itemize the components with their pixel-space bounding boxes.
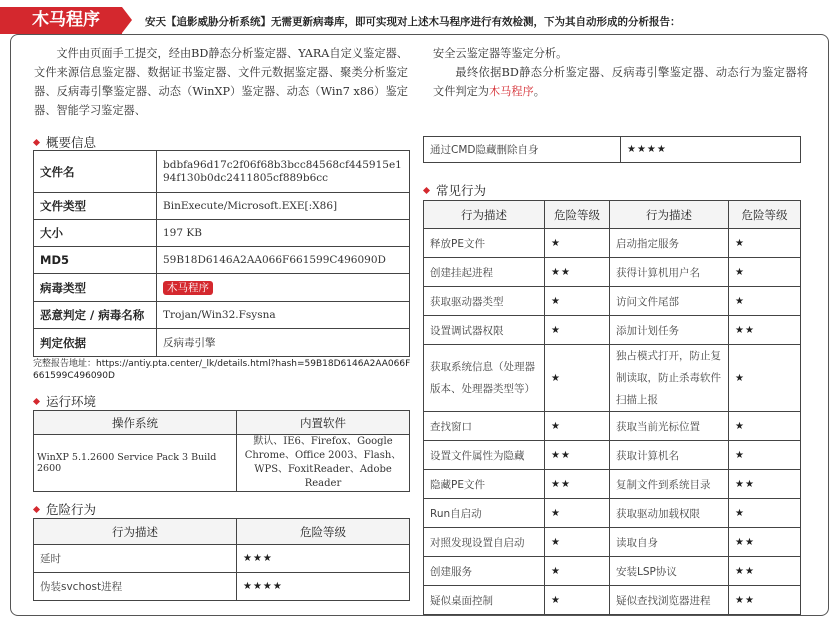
common-desc: 启动指定服务 — [610, 229, 729, 258]
value-size: 197 KB — [157, 220, 410, 247]
value-md5: 59B18D6146A2AA066F661599C496090D — [157, 247, 410, 274]
runtime-table — [33, 410, 410, 492]
label-virus-type: 病毒类型 — [34, 274, 157, 302]
label-verdict: 恶意判定 / 病毒名称 — [34, 302, 157, 329]
table-row — [424, 470, 801, 499]
common-desc: 隐藏PE文件 — [424, 470, 545, 499]
danger-desc: 通过CMD隐藏删除自身 — [424, 137, 621, 163]
common-stars: ★ — [545, 557, 610, 586]
table-row — [34, 519, 410, 545]
common-stars: ★ — [545, 586, 610, 615]
table-row — [424, 229, 801, 258]
table-row — [34, 274, 410, 302]
verdict-text: 木马程序 — [488, 85, 534, 98]
common-desc: 获取驱动器类型 — [424, 287, 545, 316]
danger-stars: ★★★★ — [621, 137, 801, 163]
danger-desc: 延时 — [34, 545, 237, 573]
common-desc: 创建服务 — [424, 557, 545, 586]
common-stars: ★ — [545, 528, 610, 557]
virus-type-badge: 木马程序 — [163, 281, 213, 295]
label-basis: 判定依据 — [34, 329, 157, 357]
label-size: 大小 — [34, 220, 157, 247]
value-software: 默认、IE6、Firefox、Google Chrome、Office 2003、Flash、WPS、FoxitReader、Adobe Reader — [237, 435, 410, 492]
table-row — [424, 441, 801, 470]
header-level-1: 危险等级 — [545, 201, 610, 229]
header-level: 危险等级 — [237, 519, 410, 545]
table-row — [34, 573, 410, 601]
table-row — [34, 411, 410, 435]
common-stars: ★★ — [545, 258, 610, 287]
common-desc: 获取驱动加载权限 — [610, 499, 729, 528]
table-row — [34, 329, 410, 357]
intro-left-paragraph: 文件由页面手工提交，经由BD静态分析鉴定器、YARA自定义鉴定器、文件来源信息鉴定器、数据证书鉴定器、文件元数据鉴定器、聚类分析鉴定器、反病毒引擎鉴定器、动态（WinXP）鉴定器、动态（Win7 x86）鉴定器、智能学习鉴定器、 — [34, 47, 408, 117]
common-desc: 设置调试器权限 — [424, 316, 545, 345]
table-row — [424, 201, 801, 229]
header-description: 安天【追影威胁分析系统】无需更新病毒库，即可实现对上述木马程序进行有效检测，下为其自动形成的分析报告： — [145, 16, 681, 28]
diamond-bullet-icon — [33, 398, 40, 405]
common-desc: 设置文件属性为隐藏 — [424, 441, 545, 470]
common-desc: 对照发现设置自启动 — [424, 528, 545, 557]
danger-stars: ★★★ — [237, 545, 410, 573]
common-section-title: 常见行为 — [422, 181, 486, 199]
header-software: 内置软件 — [237, 411, 410, 435]
table-row — [424, 499, 801, 528]
common-desc: 读取自身 — [610, 528, 729, 557]
common-stars: ★ — [729, 499, 801, 528]
table-row — [34, 151, 410, 193]
common-desc: 获取计算机名 — [610, 441, 729, 470]
common-stars: ★★ — [729, 586, 801, 615]
common-stars: ★ — [545, 412, 610, 441]
table-row — [424, 316, 801, 345]
danger-table-continued — [423, 136, 801, 163]
common-stars: ★★ — [545, 470, 610, 499]
common-desc: 独占模式打开，防止复制读取，防止杀毒软件扫描上报 — [610, 345, 729, 412]
common-stars: ★ — [729, 229, 801, 258]
value-virus-type-cell — [157, 274, 410, 302]
common-stars: ★★ — [729, 316, 801, 345]
common-desc: 疑似查找浏览器进程 — [610, 586, 729, 615]
table-row — [34, 247, 410, 274]
value-verdict: Trojan/Win32.Fsysna — [157, 302, 410, 329]
common-desc: 安装LSP协议 — [610, 557, 729, 586]
value-filetype: BinExecute/Microsoft.EXE[:X86] — [157, 193, 410, 220]
value-basis: 反病毒引擎 — [157, 329, 410, 357]
common-stars: ★★ — [545, 441, 610, 470]
table-row — [34, 545, 410, 573]
value-os: WinXP 5.1.2600 Service Pack 3 Build 2600 — [34, 435, 237, 492]
table-row — [424, 557, 801, 586]
table-row — [34, 220, 410, 247]
common-stars: ★ — [729, 287, 801, 316]
common-stars: ★ — [545, 499, 610, 528]
table-row — [424, 287, 801, 316]
common-stars: ★★ — [729, 528, 801, 557]
table-row — [34, 435, 410, 492]
table-row — [424, 528, 801, 557]
common-desc: 添加计划任务 — [610, 316, 729, 345]
common-stars: ★ — [545, 316, 610, 345]
common-stars: ★ — [729, 412, 801, 441]
common-desc: Run自启动 — [424, 499, 545, 528]
common-stars: ★ — [545, 287, 610, 316]
common-stars: ★ — [729, 345, 801, 412]
common-desc: 查找窗口 — [424, 412, 545, 441]
intro-right-line1: 安全云鉴定器等鉴定分析。 — [433, 47, 568, 60]
common-stars: ★ — [545, 229, 610, 258]
common-stars: ★★ — [729, 470, 801, 499]
danger-table — [33, 518, 410, 601]
common-desc: 疑似桌面控制 — [424, 586, 545, 615]
header-level-2: 危险等级 — [729, 201, 801, 229]
header-os: 操作系统 — [34, 411, 237, 435]
header-behavior: 行为描述 — [34, 519, 237, 545]
diamond-bullet-icon — [423, 187, 430, 194]
common-stars: ★ — [729, 258, 801, 287]
header-behavior-1: 行为描述 — [424, 201, 545, 229]
table-row — [424, 345, 801, 412]
common-desc: 获取系统信息（处理器版本、处理器类型等） — [424, 345, 545, 412]
common-desc: 访问文件尾部 — [610, 287, 729, 316]
common-table-body — [424, 229, 801, 615]
table-row — [424, 586, 801, 615]
table-row — [424, 137, 801, 163]
common-desc: 创建挂起进程 — [424, 258, 545, 287]
common-desc: 释放PE文件 — [424, 229, 545, 258]
value-filename: bdbfa96d17c2f06f68b3bcc84568cf445915e194f130b0dc2411805cf889b6cc — [157, 151, 410, 193]
label-md5: MD5 — [34, 247, 157, 274]
danger-section-title: 危险行为 — [32, 500, 96, 518]
diamond-bullet-icon — [33, 506, 40, 513]
table-row — [424, 258, 801, 287]
table-row — [34, 302, 410, 329]
intro-right-paragraph — [433, 44, 808, 101]
common-desc: 获取当前光标位置 — [610, 412, 729, 441]
common-table — [423, 200, 801, 615]
overview-section-title: 概要信息 — [32, 133, 96, 151]
report-tag: 木马程序 — [0, 7, 122, 34]
common-stars: ★★ — [729, 557, 801, 586]
label-filetype: 文件类型 — [34, 193, 157, 220]
common-desc: 获得计算机用户名 — [610, 258, 729, 287]
common-desc: 复制文件到系统目录 — [610, 470, 729, 499]
runtime-section-title: 运行环境 — [32, 392, 96, 410]
danger-desc: 伪装svchost进程 — [34, 573, 237, 601]
common-stars: ★ — [545, 345, 610, 412]
full-report-url[interactable]: 完整报告地址：https://antiy.pta.center/_lk/details.html?hash=59B18D6146A2AA066F661599C496090D — [33, 359, 411, 381]
overview-table — [33, 150, 410, 357]
intro-right-line2: 最终依据BD静态分析鉴定器、反病毒引擎鉴定器、动态行为鉴定器将文件判定为木马程序。 — [433, 66, 808, 98]
label-filename: 文件名 — [34, 151, 157, 193]
diamond-bullet-icon — [33, 139, 40, 146]
header-behavior-2: 行为描述 — [610, 201, 729, 229]
table-row — [424, 412, 801, 441]
common-stars: ★ — [729, 441, 801, 470]
table-row — [34, 193, 410, 220]
danger-stars: ★★★★ — [237, 573, 410, 601]
